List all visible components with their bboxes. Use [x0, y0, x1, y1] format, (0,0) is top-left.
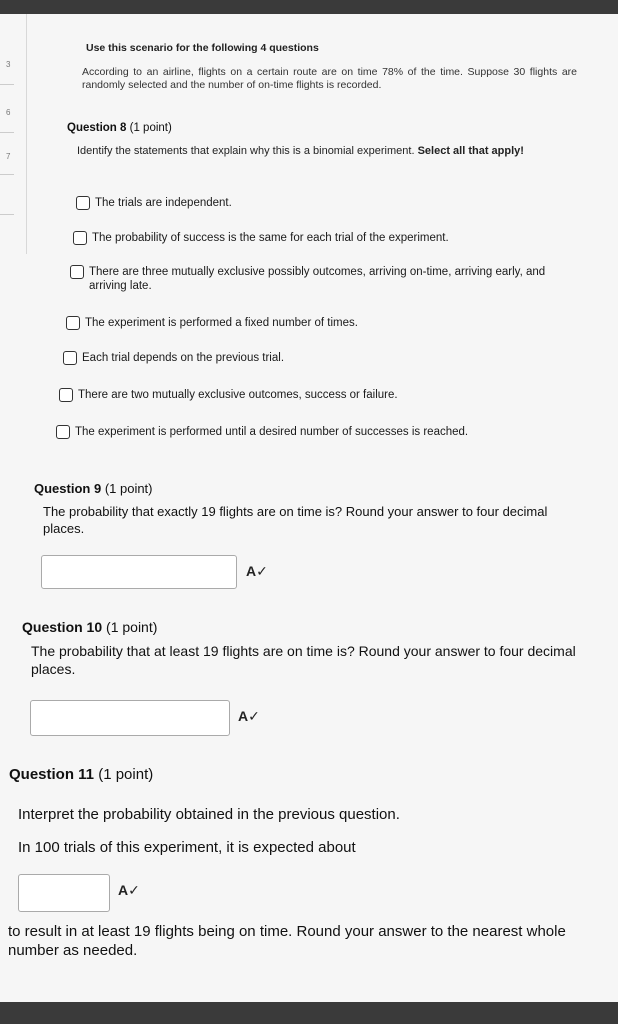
- option-label: There are two mutually exclusive outcomes, success or failure.: [78, 389, 398, 401]
- question-8-title: [67, 122, 172, 134]
- q8-option-3[interactable]: [70, 265, 580, 293]
- margin-divider: [0, 174, 14, 175]
- quiz-page: [0, 14, 618, 1002]
- scenario-heading: Use this scenario for the following 4 questions: [86, 42, 319, 54]
- question-11-title: [9, 766, 153, 783]
- option-label: The probability of success is the same for each trial of the experiment.: [92, 232, 449, 244]
- checkbox[interactable]: [70, 265, 84, 279]
- margin-divider: [0, 132, 14, 133]
- spellcheck-icon[interactable]: A✓: [238, 708, 260, 724]
- question-9-prompt: The probability that exactly 19 flights are on time is? Round your answer to four decimal places.: [43, 504, 548, 536]
- checkbox[interactable]: [63, 351, 77, 365]
- q11-answer-input[interactable]: [18, 874, 110, 912]
- option-label: The experiment is performed until a desired number of successes is reached.: [75, 426, 469, 438]
- question-11-prompt: Interpret the probability obtained in the previous question.: [18, 806, 400, 823]
- q9-answer-input[interactable]: [41, 555, 237, 589]
- q8-option-4[interactable]: [66, 316, 358, 330]
- option-label: Each trial depends on the previous trial.: [82, 352, 285, 364]
- question-title-label: Question 9: [34, 481, 102, 496]
- prompt-emphasis: Select all that apply!: [417, 145, 524, 157]
- question-8-prompt: [77, 144, 577, 158]
- checkbox[interactable]: [66, 316, 80, 330]
- margin-number: 3: [6, 60, 11, 69]
- q8-option-7[interactable]: [56, 425, 468, 439]
- checkbox[interactable]: [59, 388, 73, 402]
- option-label: There are three mutually exclusive possibly outcomes, arriving on-time, arriving early, and arriving late.: [89, 266, 546, 292]
- question-points: (1 point): [104, 481, 153, 496]
- question-10-prompt: The probability that at least 19 flights are on time is? Round your answer to four decimal places.: [31, 643, 576, 677]
- question-points: (1 point): [129, 122, 172, 134]
- checkbox[interactable]: [56, 425, 70, 439]
- q8-option-5[interactable]: [63, 351, 284, 365]
- checkbox[interactable]: [76, 196, 90, 210]
- question-11-prompt-lead: In 100 trials of this experiment, it is expected about: [18, 839, 356, 856]
- bottom-bar: [0, 1002, 618, 1024]
- question-title-label: Question 8: [67, 122, 127, 134]
- q8-option-2[interactable]: [73, 231, 449, 245]
- question-10-title: [22, 619, 157, 635]
- question-title-label: Question 10: [22, 619, 103, 635]
- spellcheck-icon[interactable]: A✓: [246, 563, 268, 579]
- option-label: The experiment is performed a fixed number of times.: [85, 317, 358, 329]
- question-11-prompt-trail: to result in at least 19 flights being on time. Round your answer to the nearest whole number as needed.: [8, 923, 566, 959]
- margin-divider: [0, 84, 14, 85]
- q10-answer-input[interactable]: [30, 700, 230, 736]
- spellcheck-icon[interactable]: A✓: [118, 882, 140, 898]
- q8-option-1[interactable]: [76, 196, 232, 210]
- margin-number: 6: [6, 108, 11, 117]
- margin-divider: [0, 214, 14, 215]
- option-label: The trials are independent.: [95, 197, 232, 209]
- question-points: (1 point): [106, 619, 158, 635]
- left-margin-gutter: [0, 14, 27, 254]
- scenario-text: According to an airline, flights on a certain route are on time 78% of the time. Suppose 30 flights are randomly selected and the number of on-time flights is recorded.: [82, 66, 577, 91]
- margin-number: 7: [6, 152, 11, 161]
- question-points: (1 point): [98, 766, 154, 783]
- question-9-title: [34, 481, 153, 496]
- q8-option-6[interactable]: [59, 388, 398, 402]
- checkbox[interactable]: [73, 231, 87, 245]
- prompt-text: Identify the statements that explain why this is a binomial experiment.: [77, 145, 415, 157]
- question-title-label: Question 11: [9, 766, 95, 783]
